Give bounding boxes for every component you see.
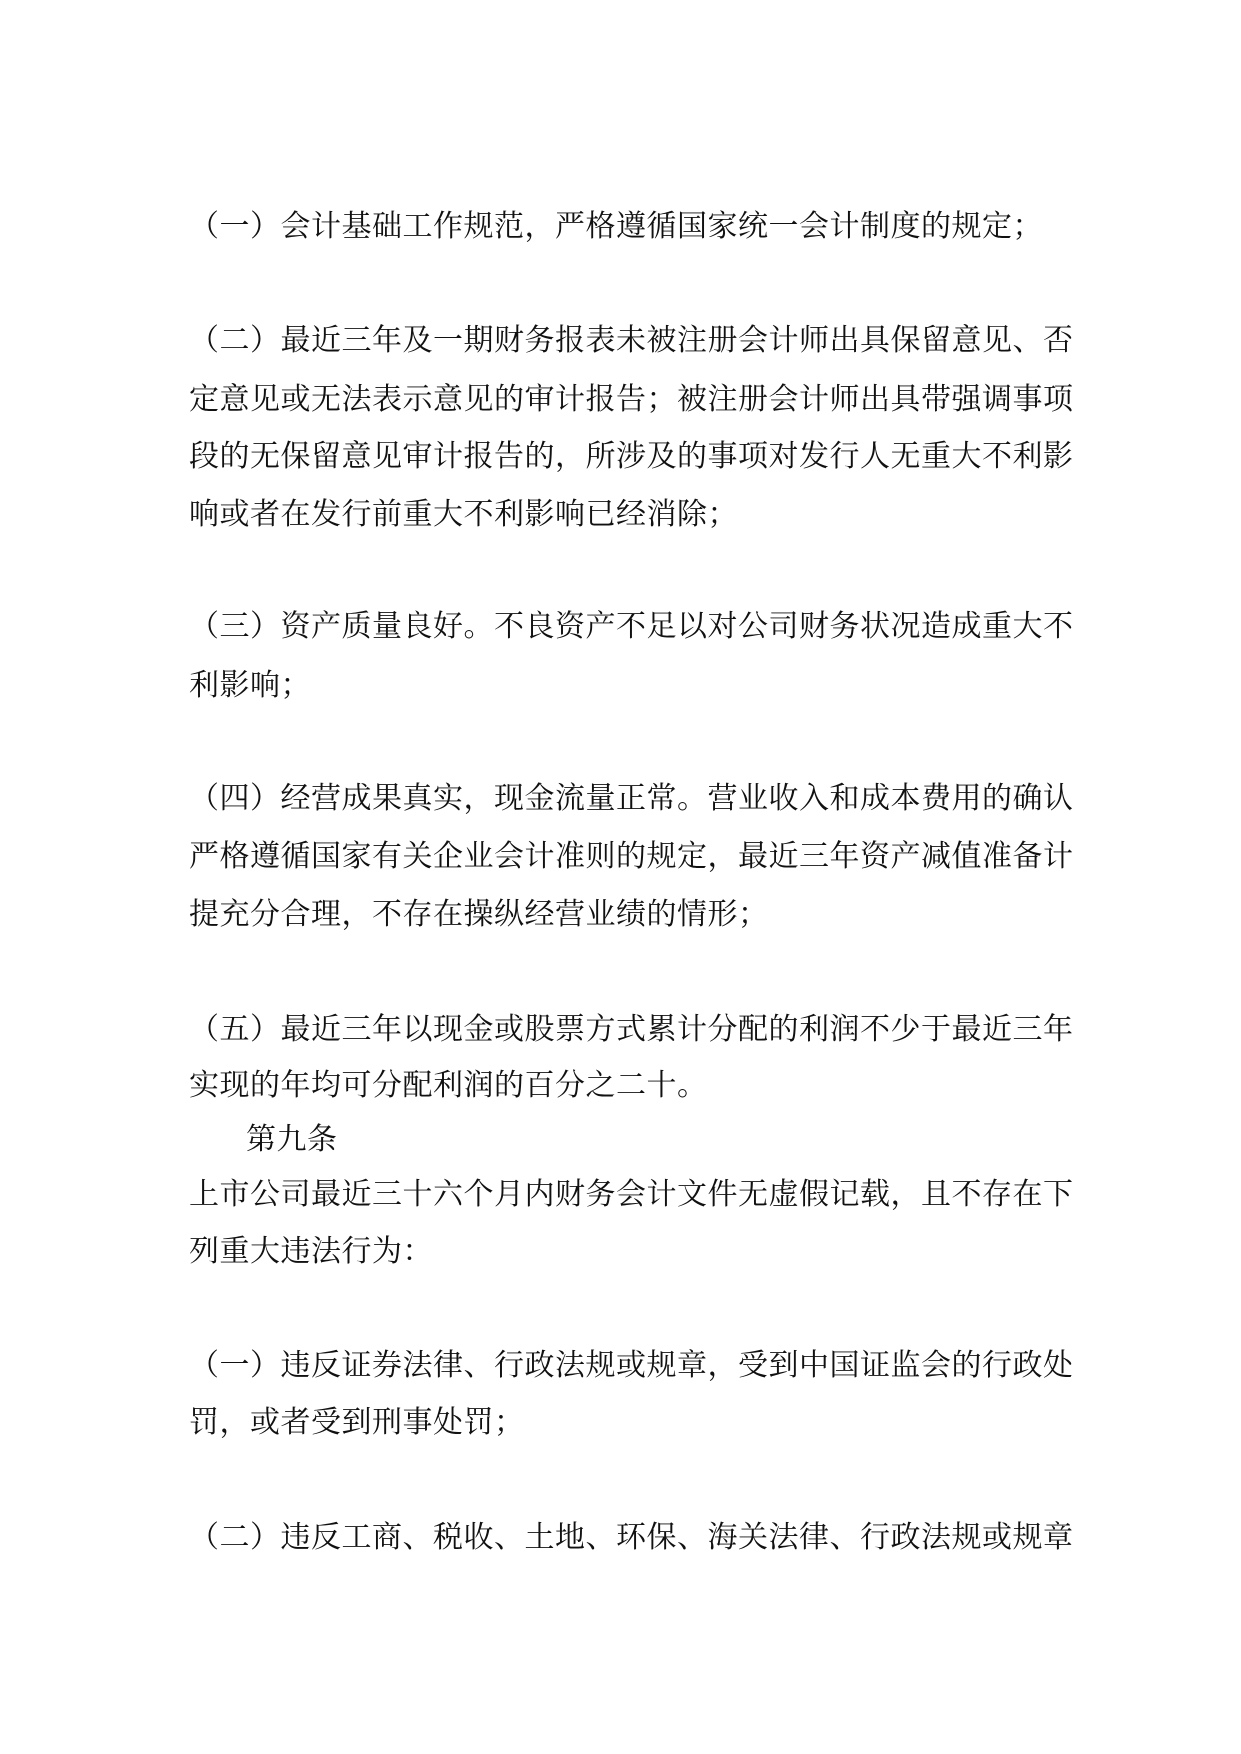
clause-8-item-2-line-1: （二）最近三年及一期财务报表未被注册会计师出具保留意见、否 [189,323,1074,358]
clause-8-item-2-line-2: 定意见或无法表示意见的审计报告；被注册会计师出具带强调事项 [189,382,1074,417]
clause-8-item-3-line-2: 利影响； [189,668,311,703]
article-9-intro-line-1: 上市公司最近三十六个月内财务会计文件无虚假记载，且不存在下 [189,1177,1074,1212]
clause-8-item-2-line-4: 响或者在发行前重大不利影响已经消除； [189,497,738,532]
article-9-item-1-line-2: 罚，或者受到刑事处罚； [189,1405,525,1440]
clause-8-item-4-line-2: 严格遵循国家有关企业会计准则的规定，最近三年资产减值准备计 [189,839,1074,874]
clause-8-item-1: （一）会计基础工作规范，严格遵循国家统一会计制度的规定； [189,209,1043,244]
article-9-heading: 第九条 [246,1122,338,1157]
clause-8-item-4-line-1: （四）经营成果真实，现金流量正常。营业收入和成本费用的确认 [189,781,1074,816]
article-9-intro-line-2: 列重大违法行为： [189,1234,433,1269]
clause-8-item-5-line-1: （五）最近三年以现金或股票方式累计分配的利润不少于最近三年 [189,1012,1074,1047]
clause-8-item-5-line-2: 实现的年均可分配利润的百分之二十。 [189,1068,708,1103]
clause-8-item-4-line-3: 提充分合理，不存在操纵经营业绩的情形； [189,897,769,932]
article-9-item-1-line-1: （一）违反证券法律、行政法规或规章，受到中国证监会的行政处 [189,1348,1074,1383]
article-9-item-2-line-1: （二）违反工商、税收、土地、环保、海关法律、行政法规或规章 [189,1520,1074,1555]
clause-8-item-3-line-1: （三）资产质量良好。不良资产不足以对公司财务状况造成重大不 [189,609,1074,644]
clause-8-item-2-line-3: 段的无保留意见审计报告的，所涉及的事项对发行人无重大不利影 [189,439,1074,474]
